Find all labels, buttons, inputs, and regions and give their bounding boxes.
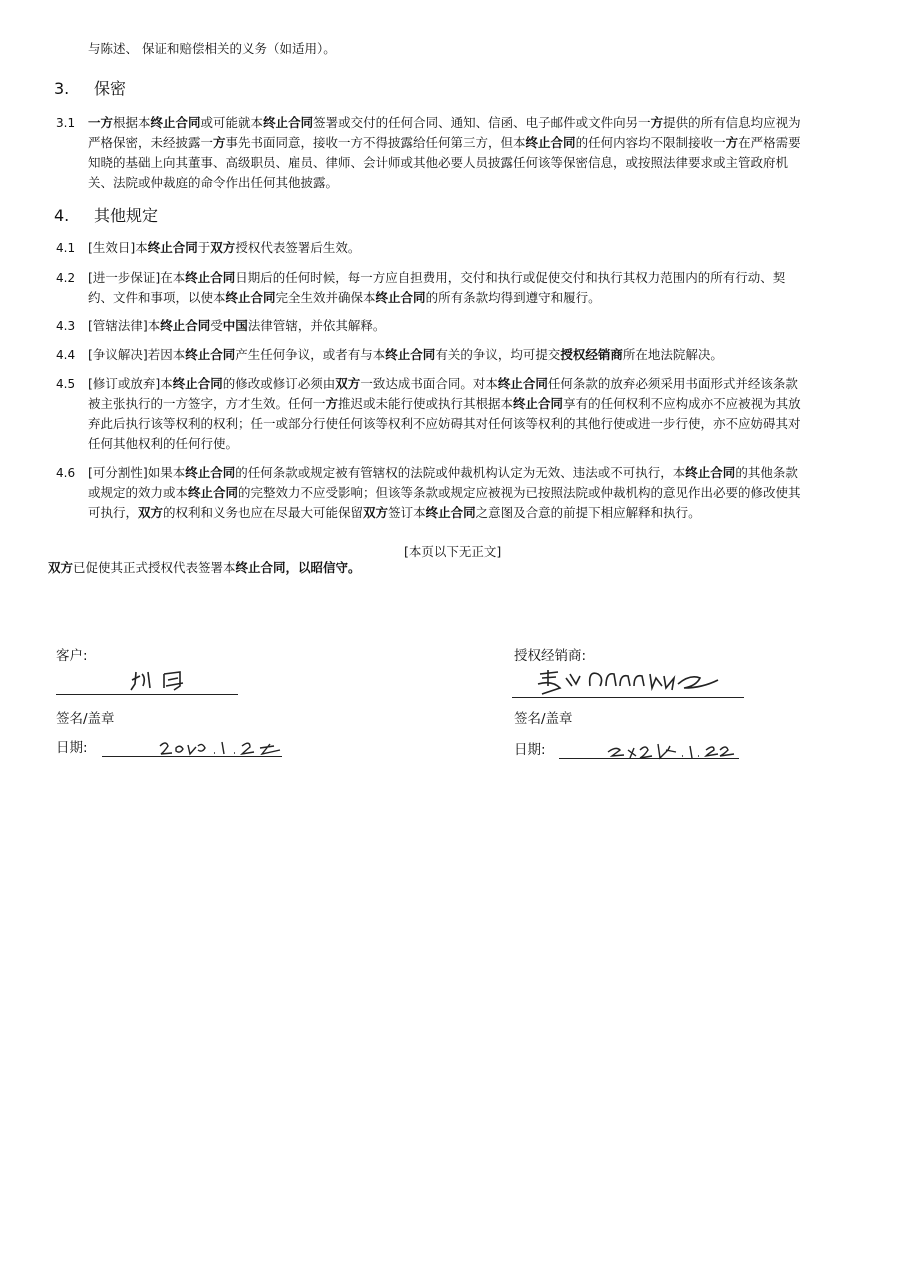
clause-3-1-line-3: 知晓的基础上向其董事、高级职员、雇员、律师、会计师或其他必要人员披露任何该等保密信息，或按照法律要求或主管政府机 — [88, 155, 789, 170]
clause-4-2-line-2: 约、文件和事项，以使本终止合同完全生效并确保本终止合同的所有条款均得到遵守和履行。 — [88, 290, 601, 305]
dealer-signature — [514, 664, 724, 698]
clause-4-4-number: 4.4 — [56, 348, 76, 362]
clause-4-5-number: 4.5 — [56, 377, 76, 391]
clause-3-1-line-1: 一方根据本终止合同或可能就本终止合同签署或交付的任何合同、通知、信函、电子邮件或文件向另一方提供的所有信息均应视为 — [88, 115, 801, 130]
clause-4-1-line-1: [生效日]本终止合同于双方授权代表签署后生效。 — [88, 240, 361, 255]
customer-date-label: 日期: — [56, 740, 88, 756]
clause-4-4-line-1: [争议解决]若因本终止合同产生任何争议，或者有与本终止合同有关的争议，均可提交授权经销商所在地法院解决。 — [88, 347, 723, 362]
clause-4-3-number: 4.3 — [56, 319, 76, 333]
clause-4-6-line-1: [可分割性]如果本终止合同的任何条款或规定被有管辖权的法院或仲裁机构认定为无效、违法或不可执行，本终止合同的其他条款 — [88, 465, 798, 480]
clause-3-1-number: 3.1 — [56, 116, 76, 130]
clause-3-1-line-4: 关、法院或仲裁庭的命令作出任何其他披露。 — [88, 175, 339, 190]
witness-clause: 双方已促使其正式授权代表签署本终止合同，以昭信守。 — [48, 560, 361, 575]
dealer-sign-label: 签名/盖章 — [514, 711, 573, 727]
customer-signature — [128, 666, 198, 696]
clause-4-5-line-2: 被主张执行的一方签字，方才生效。任何一方推迟或未能行使或执行其根据本终止合同享有的任何权利不应构成亦不应被视为其放 — [88, 396, 801, 411]
customer-sign-label: 签名/盖章 — [56, 711, 115, 727]
clause-4-5-line-4: 任何其他权利的任何行使。 — [88, 436, 239, 451]
dealer-date-label: 日期: — [514, 742, 546, 758]
clause-4-6-line-3: 可执行，双方的权利和义务也应在尽最大可能保留双方签订本终止合同之意图及合意的前提下相应解释和执行。 — [88, 505, 701, 520]
end-of-text-note: [本页以下无正文] — [404, 544, 502, 559]
continuation-text: 与陈述、 保证和赔偿相关的义务（如适用）。 — [88, 41, 336, 56]
clause-4-2-number: 4.2 — [56, 271, 76, 285]
clause-4-6-number: 4.6 — [56, 466, 76, 480]
section-3-number: 3. — [54, 79, 70, 98]
customer-label: 客户: — [56, 648, 88, 664]
clause-4-2-line-1: [进一步保证]在本终止合同日期后的任何时候，每一方应自担费用，交付和执行或促使交付和执行其权力范围内的所有行动、契 — [88, 270, 786, 285]
section-4-title: 其他规定 — [94, 206, 159, 225]
clause-4-1-number: 4.1 — [56, 241, 76, 255]
clause-4-6-line-2: 或规定的效力或本终止合同的完整效力不应受影响；但该等条款或规定应被视为已按照法院或仲裁机构的意见作出必要的修改使其 — [88, 485, 801, 500]
clause-4-5-line-3: 弃此后执行该等权利的权利；任一或部分行使任何该等权利不应妨碍其对任何该等权利的其他行使或进一步行使，亦不应妨碍其对 — [88, 416, 801, 431]
dealer-signature-line — [512, 697, 744, 698]
section-3-title: 保密 — [94, 79, 127, 98]
customer-signature-line — [56, 694, 238, 695]
dealer-handwritten-date — [606, 740, 736, 762]
clause-4-5-line-1: [修订或放弃]本终止合同的修改或修订必须由双方一致达成书面合同。对本终止合同任何条款的放弃必须采用书面形式并经该条款 — [88, 376, 798, 391]
clause-3-1-line-2: 严格保密，未经披露一方事先书面同意，接收一方不得披露给任何第三方，但本终止合同的任何内容均不限制接收一方在严格需要 — [88, 135, 801, 150]
dealer-label: 授权经销商: — [514, 648, 587, 664]
section-4-number: 4. — [54, 206, 70, 225]
customer-handwritten-date — [158, 738, 283, 760]
clause-4-3-line-1: [管辖法律]本终止合同受中国法律管辖，并依其解释。 — [88, 318, 386, 333]
